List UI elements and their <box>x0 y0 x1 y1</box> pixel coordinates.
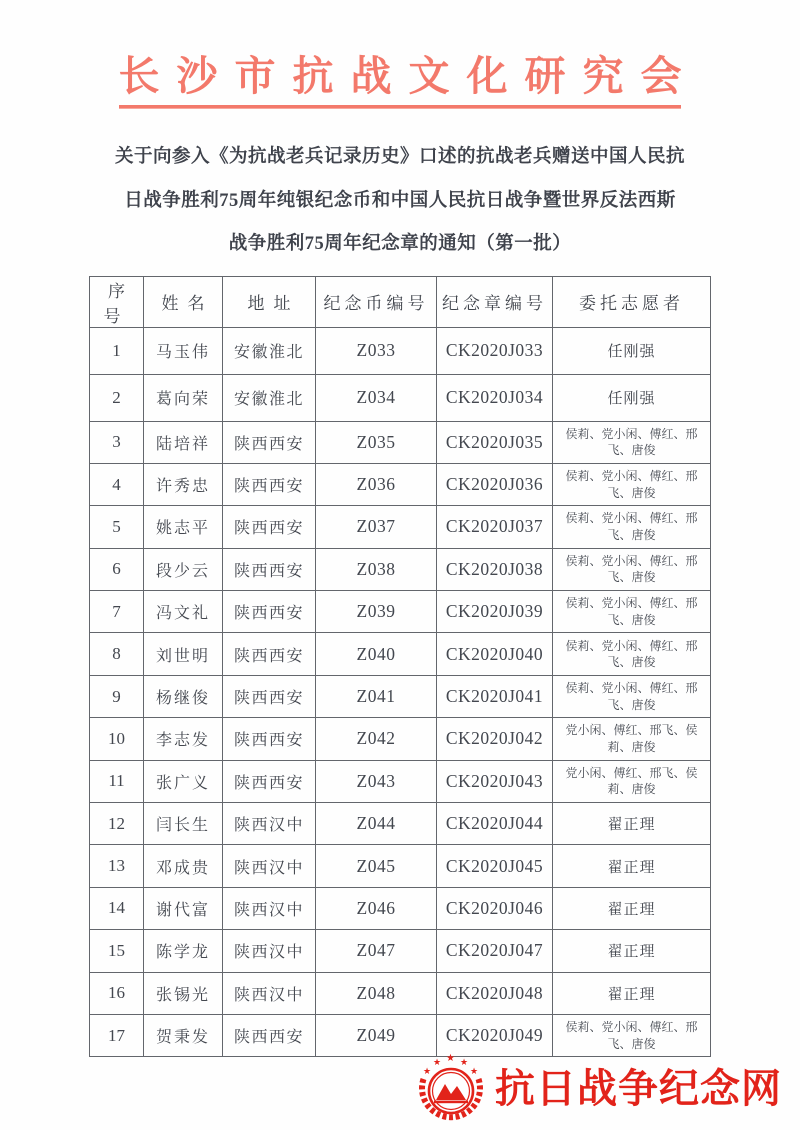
table-cell: 翟正理 <box>553 845 711 887</box>
table-cell: 任刚强 <box>553 374 711 421</box>
site-watermark <box>415 1053 782 1125</box>
table-cell: 冯文礼 <box>144 591 223 633</box>
table-cell: Z048 <box>316 972 437 1014</box>
table-cell: 陕西西安 <box>223 463 316 505</box>
table-cell: 1 <box>90 327 144 374</box>
table-cell: 15 <box>90 930 144 972</box>
table-cell: 翟正理 <box>553 930 711 972</box>
table-cell: 陕西西安 <box>223 421 316 463</box>
recipient-table <box>89 276 711 1058</box>
table-cell: Z035 <box>316 421 437 463</box>
table-cell: 陕西汉中 <box>223 887 316 929</box>
table-cell: 张广义 <box>144 760 223 802</box>
table-cell: 姚志平 <box>144 506 223 548</box>
table-cell: 陈学龙 <box>144 930 223 972</box>
table-cell: 陕西西安 <box>223 633 316 675</box>
table-cell: 侯莉、党小闲、傅红、邢飞、唐俊 <box>553 1014 711 1056</box>
table-cell: Z033 <box>316 327 437 374</box>
svg-text:★: ★ <box>460 1057 469 1067</box>
table-cell: 谢代富 <box>144 887 223 929</box>
table-cell: 翟正理 <box>553 887 711 929</box>
table-row <box>90 760 711 802</box>
column-header-coin-no: 纪念币编号 <box>316 276 437 327</box>
table-row <box>90 463 711 505</box>
svg-text:★: ★ <box>433 1057 442 1067</box>
table-cell: Z037 <box>316 506 437 548</box>
table-cell: 3 <box>90 421 144 463</box>
notice-line: 关于向参入《为抗战老兵记录历史》口述的抗战老兵赠送中国人民抗 <box>114 147 685 167</box>
table-cell: CK2020J047 <box>437 930 553 972</box>
table-cell: 侯莉、党小闲、傅红、邢飞、唐俊 <box>553 463 711 505</box>
table-cell: 邓成贵 <box>144 845 223 887</box>
table-cell: 张锡光 <box>144 972 223 1014</box>
table-cell: Z047 <box>316 930 437 972</box>
notice-line: 战争胜利75周年纪念章的通知（第一批） <box>228 234 572 254</box>
table-cell: 党小闲、傅红、邢飞、侯莉、唐俊 <box>553 760 711 802</box>
table-cell: 任刚强 <box>553 327 711 374</box>
table-cell: 16 <box>90 972 144 1014</box>
table-cell: 10 <box>90 718 144 760</box>
table-cell: CK2020J033 <box>437 327 553 374</box>
org-title: 长沙市抗战文化研究会 <box>118 53 699 99</box>
table-row <box>90 718 711 760</box>
table-cell: 12 <box>90 803 144 845</box>
table-cell: 侯莉、党小闲、傅红、邢飞、唐俊 <box>553 633 711 675</box>
table-cell: 11 <box>90 760 144 802</box>
table-cell: CK2020J037 <box>437 506 553 548</box>
table-cell: Z049 <box>316 1014 437 1056</box>
table-cell: 陕西汉中 <box>223 930 316 972</box>
table-cell: 贺秉发 <box>144 1014 223 1056</box>
svg-text:★: ★ <box>446 1053 455 1064</box>
table-cell: 14 <box>90 887 144 929</box>
table-cell: 7 <box>90 591 144 633</box>
table-cell: Z044 <box>316 803 437 845</box>
column-header-name: 姓名 <box>144 276 223 327</box>
table-cell: CK2020J046 <box>437 887 553 929</box>
table-cell: 陕西西安 <box>223 506 316 548</box>
table-cell: 13 <box>90 845 144 887</box>
site-name: 抗日战争纪念网 <box>495 1066 782 1111</box>
table-cell: 刘世明 <box>144 633 223 675</box>
table-cell: 陕西汉中 <box>223 845 316 887</box>
table-row <box>90 548 711 590</box>
table-cell: 陕西西安 <box>223 591 316 633</box>
table-cell: Z046 <box>316 887 437 929</box>
table-cell: Z040 <box>316 633 437 675</box>
table-cell: 陆培祥 <box>144 421 223 463</box>
table-cell: 陕西汉中 <box>223 972 316 1014</box>
table-cell: Z034 <box>316 374 437 421</box>
table-cell: 陕西西安 <box>223 1014 316 1056</box>
table-cell: Z039 <box>316 591 437 633</box>
table-cell: Z038 <box>316 548 437 590</box>
table-cell: Z045 <box>316 845 437 887</box>
table-cell: 6 <box>90 548 144 590</box>
svg-text:★: ★ <box>470 1066 479 1076</box>
table-row <box>90 421 711 463</box>
column-header-seq: 序号 <box>90 276 144 327</box>
table-cell: 安徽淮北 <box>223 374 316 421</box>
table-cell: Z036 <box>316 463 437 505</box>
table-cell: 2 <box>90 374 144 421</box>
table-cell: 陕西西安 <box>223 675 316 717</box>
table-row <box>90 803 711 845</box>
table-cell: CK2020J042 <box>437 718 553 760</box>
title-underline <box>119 105 681 109</box>
table-row <box>90 327 711 374</box>
svg-text:★: ★ <box>423 1066 432 1076</box>
notice-title <box>0 136 800 267</box>
table-cell: 陕西西安 <box>223 548 316 590</box>
table-cell: CK2020J039 <box>437 591 553 633</box>
table-cell: 4 <box>90 463 144 505</box>
table-cell: CK2020J035 <box>437 421 553 463</box>
table-row <box>90 1014 711 1056</box>
table-cell: 侯莉、党小闲、傅红、邢飞、唐俊 <box>553 421 711 463</box>
table-row <box>90 887 711 929</box>
table-header-row <box>90 276 711 327</box>
table-cell: 5 <box>90 506 144 548</box>
table-cell: CK2020J043 <box>437 760 553 802</box>
table-row <box>90 633 711 675</box>
table-cell: 杨继俊 <box>144 675 223 717</box>
table-cell: 葛向荣 <box>144 374 223 421</box>
table-row <box>90 675 711 717</box>
table-cell: 9 <box>90 675 144 717</box>
table-cell: CK2020J044 <box>437 803 553 845</box>
table-cell: CK2020J036 <box>437 463 553 505</box>
laurel-star-emblem-icon <box>415 1053 487 1125</box>
table-cell: 安徽淮北 <box>223 327 316 374</box>
table-cell: CK2020J038 <box>437 548 553 590</box>
notice-line: 日战争胜利75周年纯银纪念币和中国人民抗日战争暨世界反法西斯 <box>124 190 676 211</box>
table-cell: 17 <box>90 1014 144 1056</box>
table-cell: 党小闲、傅红、邢飞、侯莉、唐俊 <box>553 718 711 760</box>
table-cell: Z043 <box>316 760 437 802</box>
table-row <box>90 972 711 1014</box>
table-cell: 马玉伟 <box>144 327 223 374</box>
table-cell: 陕西西安 <box>223 760 316 802</box>
column-header-volunteer: 委托志愿者 <box>553 276 711 327</box>
table-row <box>90 591 711 633</box>
table-cell: Z042 <box>316 718 437 760</box>
table-body <box>90 327 711 1057</box>
table-cell: 8 <box>90 633 144 675</box>
table-cell: 李志发 <box>144 718 223 760</box>
table-cell: CK2020J048 <box>437 972 553 1014</box>
table-row <box>90 506 711 548</box>
table-cell: 侯莉、党小闲、傅红、邢飞、唐俊 <box>553 591 711 633</box>
table-row <box>90 930 711 972</box>
column-header-address: 地址 <box>223 276 316 327</box>
table-cell: CK2020J049 <box>437 1014 553 1056</box>
table-cell: Z041 <box>316 675 437 717</box>
column-header-medal-no: 纪念章编号 <box>437 276 553 327</box>
table-cell: CK2020J045 <box>437 845 553 887</box>
table-row <box>90 845 711 887</box>
table-cell: 闫长生 <box>144 803 223 845</box>
table-row <box>90 374 711 421</box>
table-cell: CK2020J040 <box>437 633 553 675</box>
table-cell: 侯莉、党小闲、傅红、邢飞、唐俊 <box>553 506 711 548</box>
table-cell: 侯莉、党小闲、傅红、邢飞、唐俊 <box>553 675 711 717</box>
table-cell: 陕西西安 <box>223 718 316 760</box>
table-cell: 陕西汉中 <box>223 803 316 845</box>
table-cell: 侯莉、党小闲、傅红、邢飞、唐俊 <box>553 548 711 590</box>
table-cell: 翟正理 <box>553 972 711 1014</box>
table-cell: 翟正理 <box>553 803 711 845</box>
table-cell: CK2020J034 <box>437 374 553 421</box>
table-cell: 许秀忠 <box>144 463 223 505</box>
table-cell: 段少云 <box>144 548 223 590</box>
table-cell: CK2020J041 <box>437 675 553 717</box>
